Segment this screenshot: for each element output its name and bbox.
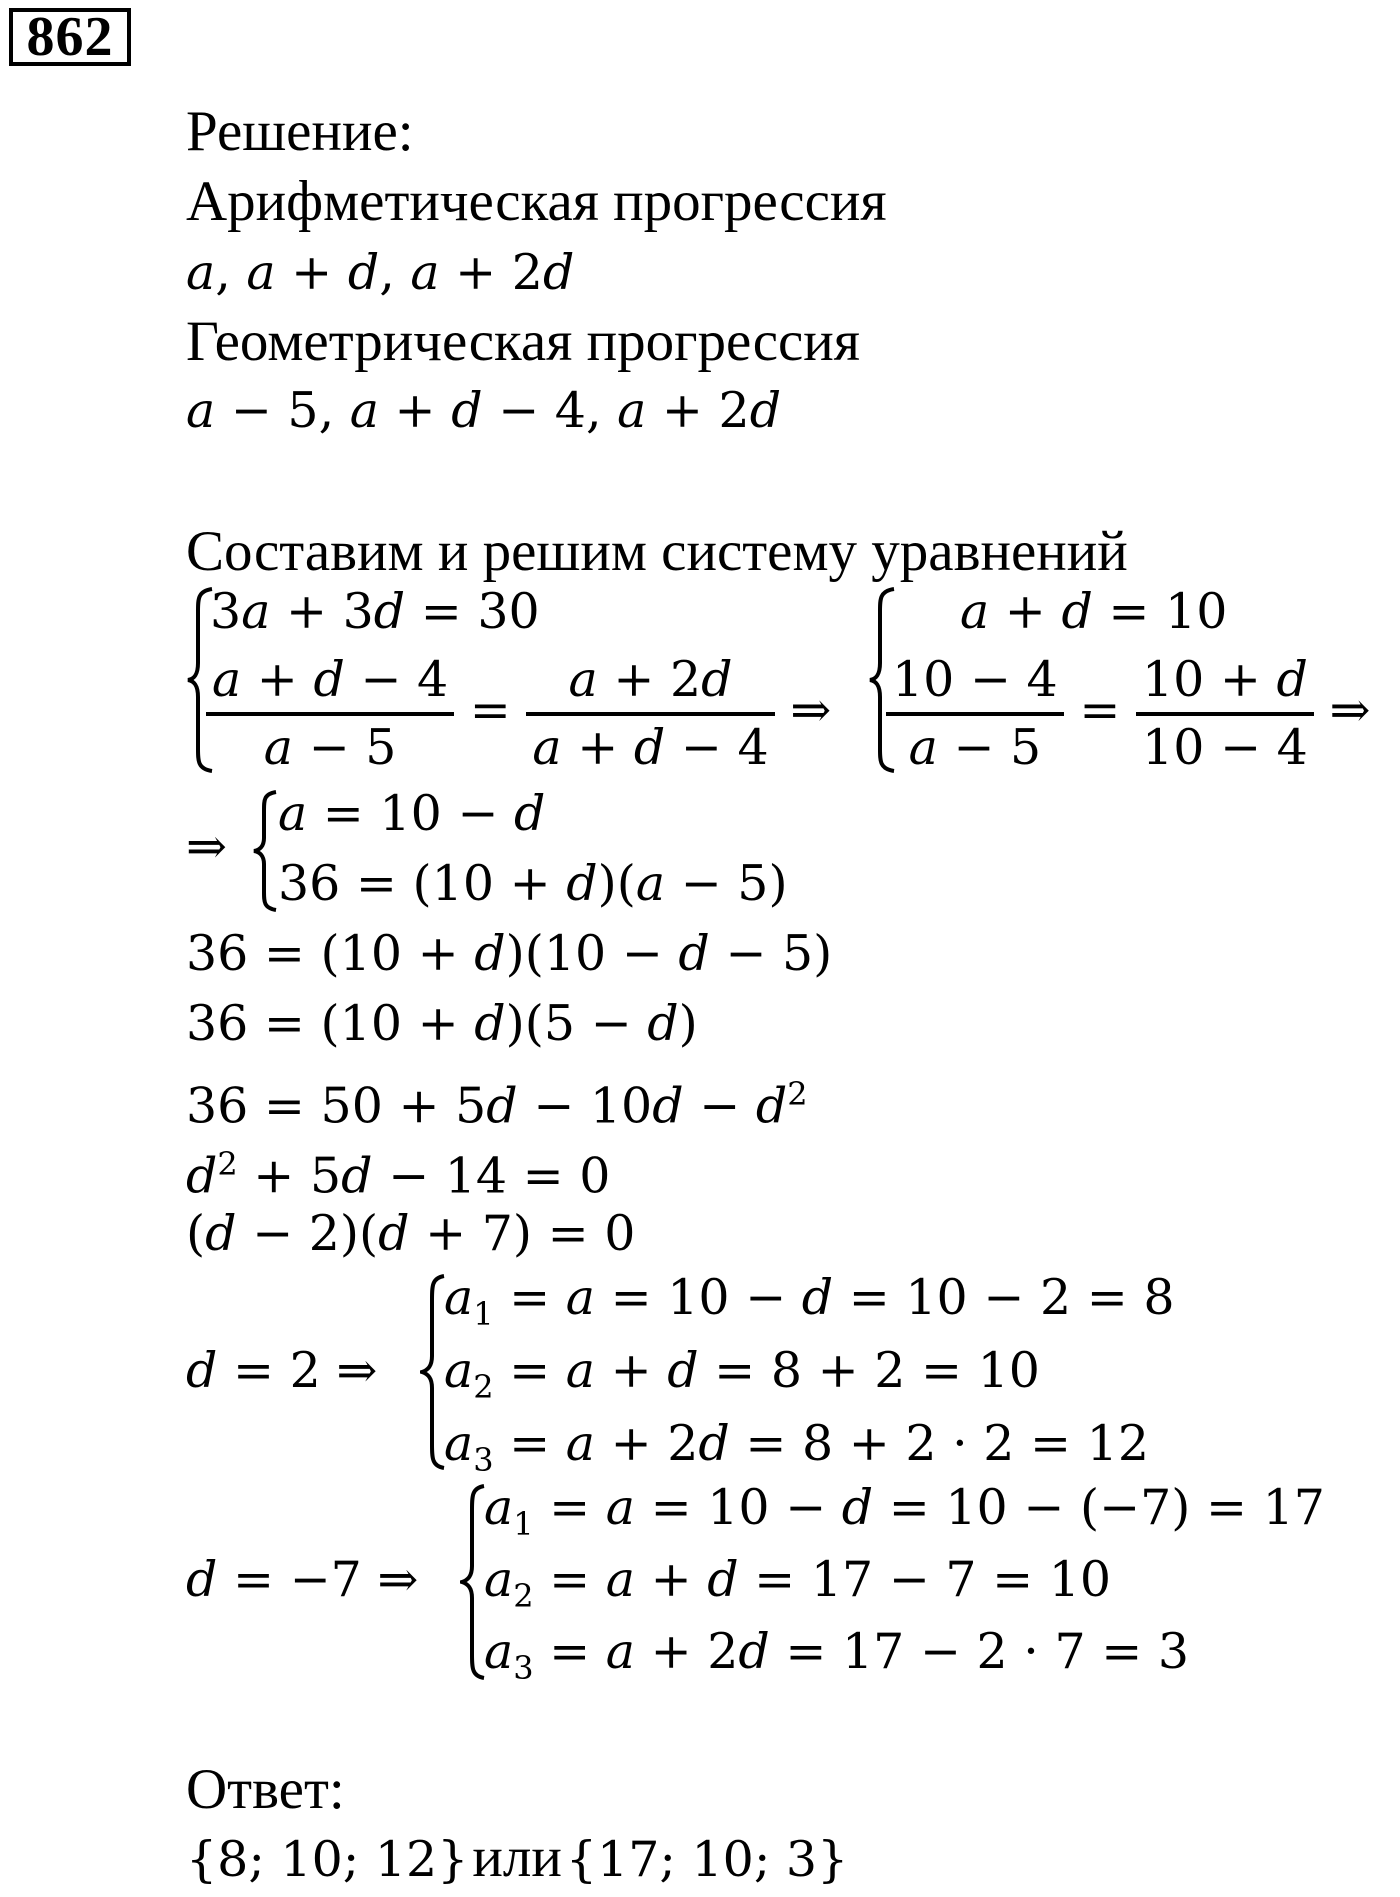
answer-set-1: {8; 10; 12} (186, 1831, 469, 1888)
system1-eq1: 3a + 3d = 30 (210, 583, 540, 640)
step-5: (d − 2)(d + 7) = 0 (186, 1205, 636, 1262)
arithmetic-progression-label: Арифметическая прогрессия (186, 170, 887, 233)
problem-number: 862 (9, 8, 131, 66)
case2-a3: $a_3 = a + 2d = 17 - 2 \cdot 7 = 3$ (484, 1623, 1190, 1687)
answer-set-2: {17; 10; 3} (565, 1831, 849, 1888)
case1-condition: d = 2 ⇒ (186, 1342, 378, 1399)
solution-heading: Решение: (186, 100, 414, 163)
implies-arrow: ⇒ (186, 818, 228, 875)
system1-eq2: $\frac{a + d - 4}{a - 5}$ = $\frac{a + 2d}{a + d - 4}$ ⇒ (206, 650, 831, 778)
case1-a2: $a_2 = a + d = 8 + 2 = 10$ (444, 1342, 1040, 1406)
step-3: $36 = 50 + 5d - 10d - d^2$ (186, 1075, 808, 1135)
case2-a2: $a_2 = a + d = 17 - 7 = 10$ (484, 1551, 1112, 1615)
answer (186, 1826, 848, 1890)
geometric-progression-label: Геометрическая прогрессия (186, 310, 861, 373)
system1-eq2-left-fraction: $\frac{a + d - 4}{a - 5}$ (206, 650, 454, 778)
step-1: 36 = (10 + d)(10 − d − 5) (186, 925, 833, 982)
case1-brace (420, 1272, 446, 1472)
system-intro: Составим и решим систему уравнений (186, 520, 1128, 583)
answer-label: Ответ: (186, 1758, 345, 1821)
arithmetic-terms: a, a + d, a + 2d (186, 244, 575, 301)
case1-a1: $a_1 = a = 10 - d = 10 - 2 = 8$ (444, 1269, 1175, 1333)
system2-eq2-right-fraction: $\frac{10 + d}{10 - 4}$ (1136, 650, 1314, 778)
system3-eq2: 36 = (10 + d)(a − 5) (278, 855, 788, 912)
system2-eq1: a + d = 10 (960, 583, 1228, 640)
system3-brace (252, 788, 278, 914)
system3-eq1: a = 10 − d (278, 785, 546, 842)
case1-a3: $a_3 = a + 2d = 8 + 2 \cdot 2 = 12$ (444, 1415, 1150, 1479)
system1-eq2-right-fraction: $\frac{a + 2d}{a + d - 4}$ (526, 650, 774, 778)
geometric-terms: a − 5, a + d − 4, a + 2d (186, 382, 782, 439)
step-2: 36 = (10 + d)(5 − d) (186, 995, 698, 1052)
system2-eq2-left-fraction: $\frac{10 - 4}{a - 5}$ (886, 650, 1064, 778)
case2-brace (460, 1482, 486, 1682)
answer-or: или (472, 1826, 562, 1889)
step-4: $d^2 + 5d - 14 = 0$ (186, 1145, 611, 1205)
system2-eq2: $\frac{10 - 4}{a - 5}$ = $\frac{10 + d}{10 - 4}$ ⇒ (886, 650, 1371, 778)
case2-condition: d = −7 ⇒ (186, 1551, 419, 1608)
case2-a1: $a_1 = a = 10 - d = 10 - (-7) = 17$ (484, 1479, 1325, 1543)
